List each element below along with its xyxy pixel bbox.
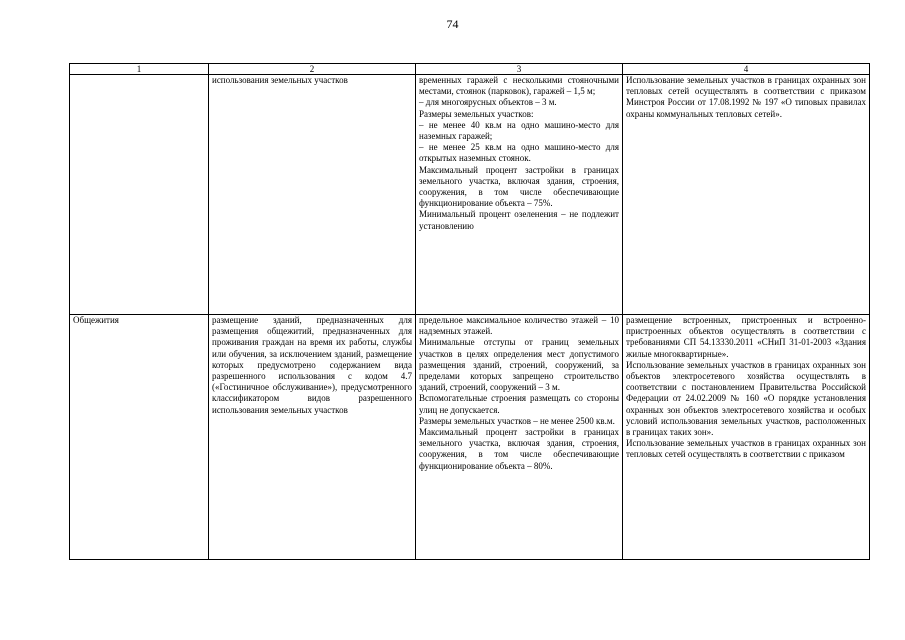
cell-paragraph: Вспомогательные строения размещать со стороны улиц не допускается. [419,393,619,415]
cell-paragraph: Использование земельных участков в границах охранных зон тепловых сетей осуществлять в соответствии с приказом [626,438,866,460]
page-number: 74 [446,17,459,31]
building-parameters [416,75,623,315]
regulations-table [69,63,870,560]
cell-paragraph: Размеры земельных участков: [419,108,534,119]
cell-paragraph: Минимальные отступы от границ земельных участков в целях определения мест допустимого размещения зданий, строений, сооружений, за пределами которых запрещено строительство зданий, строений, сооружений – 3 м. [419,337,619,393]
cell-paragraph: Использование земельных участков в границах охранных зон объектов электросетевого хозяйства осуществлять в соответствии с постановлением Правительства Российской Федерации от 24.02.2009 № 160 «О порядке установления охранных зон объектов электросетевого хозяйства и особых условий использования земельных участков, расположенных в границах таких зон». [626,359,866,438]
cell-paragraph: использования земельных участков [212,75,348,85]
column-header: 2 [209,64,416,75]
cell-paragraph: – не менее 40 кв.м на одно машино-место для наземных гаражей; [419,119,619,142]
cell-paragraph: Максимальный процент застройки в границах земельного участка, включая здания, строения, сооружения, в том числе обеспечивающие функционирование объекта – 75%. [419,164,619,209]
land-use-type: Общежития [70,315,209,560]
cell-paragraph: временных гаражей с несколькими стояночными местами, стоянок (парковок), гаражей – 1,5 м; [419,75,619,97]
table-header-row [70,64,870,75]
table-row [70,75,870,315]
cell-paragraph: размещение зданий, предназначенных для размещения общежитий, предназначенных для проживания граждан на время их работы, службы или обучения, за исключением зданий, размещение которых предусмотрено содержанием вида разрешенного использования с кодом 4.7 («Гостиничное обслуживание»), предусмотренного классификатором видов разрешенного использования земельных участков [212,315,412,415]
use-description [209,315,416,560]
restrictions [623,315,870,560]
column-header: 4 [623,64,870,75]
cell-paragraph: Использование земельных участков в границах охранных зон тепловых сетей осуществлять в соответствии с приказом Минстроя России от 17.08.1992 № 197 «О типовых правилах охраны коммунальных тепловых сетей». [626,75,866,119]
column-header: 1 [70,64,209,75]
use-description [209,75,416,315]
table-row [70,315,870,560]
cell-paragraph: Размеры земельных участков – не менее 2500 кв.м. [419,415,615,426]
restrictions [623,75,870,315]
cell-paragraph: предельное максимальное количество этажей – 10 надземных этажей. [419,315,619,337]
cell-paragraph: – для многоярусных объектов – 3 м. [419,97,557,108]
cell-paragraph: размещение встроенных, пристроенных и встроенно-пристроенных объектов осуществлять в соответствии с требованиями СП 54.13330.2011 «СНиП 31-01-2003 «Здания жилые многоквартирные». [626,315,866,359]
column-header: 3 [416,64,623,75]
building-parameters [416,315,623,560]
cell-paragraph: Максимальный процент застройки в границах земельного участка, включая здания, строения, сооружения, в том числе обеспечивающие функционирование объекта – 80%. [419,427,619,471]
cell-paragraph: – не менее 25 кв.м на одно машино-место для открытых наземных стоянок. [419,142,619,164]
cell-paragraph: Минимальный процент озеленения – не подлежит установлению [419,209,619,231]
land-use-type [70,75,209,315]
